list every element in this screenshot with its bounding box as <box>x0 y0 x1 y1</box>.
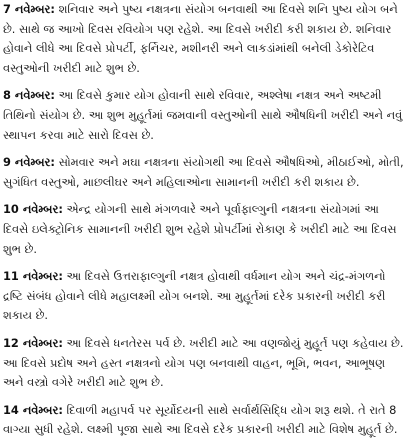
paragraph-text: આ દિવસે કુમાર યોગ હોવાની સાથે રવિવાર, અશ્લેષા નક્ષત્ર અને અષ્ટમી તિથિનો સંયોગ છે. આ શુભ મુહૂર્તમાં જમવાની વસ્તુઓની સાથે ઔષધિની ખરીદી અને નવું સ્થાપન કરવા માટે સારો દિવસ છે. <box>3 88 403 142</box>
date-label: 11 નવેમ્બર: <box>3 269 63 284</box>
paragraph-nov-8 <box>3 86 407 145</box>
date-label: 7 નવેમ્બર: <box>3 2 55 16</box>
date-label: 12 નવેમ્બર: <box>3 335 63 350</box>
date-label: 9 નવેમ્બર: <box>3 155 55 170</box>
date-label: 10 નવેમ્બર: <box>3 202 63 217</box>
paragraph-nov-9 <box>3 153 407 192</box>
date-label: 8 નવેમ્બર: <box>3 88 55 103</box>
paragraph-text: એન્દ્ર યોગની સાથે મંગળવારે અને પૂર્વાફાલ્ગુની નક્ષત્રના સંયોગમાં આ દિવસે ઇલેક્ટ્રોનિક સામાનની ખરીદી શુભ રહેશે પ્રોપર્ટીમાં રોકાણ કે ખરીદી માટે આ દિવસ શુભ છે. <box>3 202 397 256</box>
paragraph-nov-7 <box>3 0 407 78</box>
paragraph-text: શનિવાર અને પુષ્ય નક્ષત્રના સંયોગ બનવાથી આ દિવસે શનિ પુષ્ય યોગ બને છે. સાથે જ આખો દિવસ રવિયોગ પણ રહેશે. આ દિવસે ખરીદી કરી શકાય છે. શનિવાર હોવાને લીધે આ દિવસે પ્રોપર્ટી, ફર્નિચર, મશીનરી અને લાકડાંમાંથી બનેલી ડેકોરેટિવ વસ્તુઓની ખરીદી માટે શુભ છે. <box>3 2 398 75</box>
paragraph-text: આ દિવસે ઉત્તરાફાલ્ગુની નક્ષત્ર હોવાથી વર્ધમાન યોગ અને ચંદ્ર-મંગળનો દ્રષ્ટિ સંબંધ હોવાને લીધે મહાલક્ષ્મી યોગ બનશે. આ મુહૂર્તમાં દરેક પ્રકારની ખરીદી કરી શકાય છે. <box>3 269 386 323</box>
paragraph-text: દિવાળી મહાપર્વ પર સૂર્યોદયની સાથે સર્વાર્થસિદ્ધિ યોગ શરૂ થશે. તે રાતે 8 વાગ્યા સુધી રહેશે. લક્ષ્મી પૂજા સાથે આ દિવસે દરેક પ્રકારની ખરીદી માટે વિશેષ મુહૂર્ત છે. <box>3 402 398 437</box>
paragraph-text: આ દિવસે ધનતેરસ પર્વ છે. ખરીદી માટે આ વણજોયું મુહૂર્ત પણ કહેવાય છે. આ દિવસે પ્રદોષ અને હસ્ત નક્ષત્રનો યોગ પણ બનવાથી વાહન, ભૂમિ, ભવન, આભૂષણ અને વસ્ત્રો વગેરે ખરીદી માટે શુભ છે. <box>3 335 404 390</box>
date-label: 14 નવેમ્બર: <box>3 402 63 417</box>
paragraph-nov-12 <box>3 334 407 393</box>
paragraph-nov-11 <box>3 267 407 326</box>
paragraph-nov-10 <box>3 200 407 259</box>
paragraph-text: સોમવાર અને મઘા નક્ષત્રના સંયોગથી આ દિવસે ઔષધિઓ, મીઠાઈઓ, મોતી, સુગંધિત વસ્તુઓ, માછલીઘર અને મહિલાઓના સામાનની ખરીદી કરી શકાય છે. <box>3 155 404 189</box>
paragraph-nov-14 <box>3 401 407 440</box>
